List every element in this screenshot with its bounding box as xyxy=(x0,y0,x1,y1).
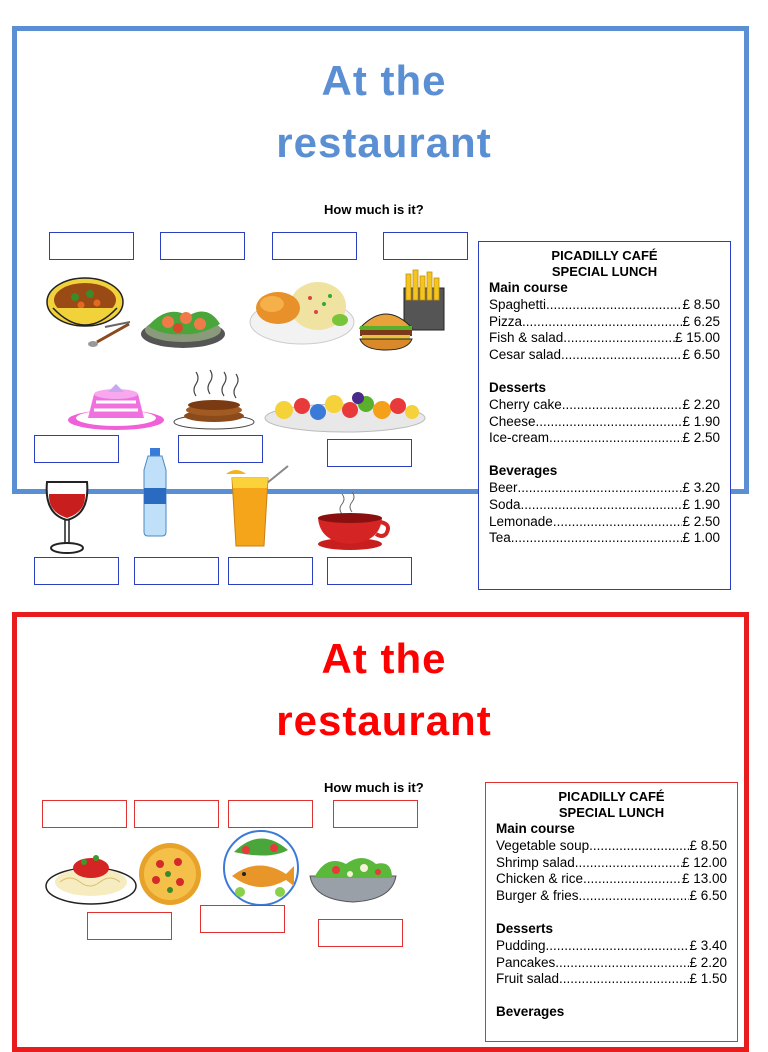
menu-card xyxy=(478,241,731,590)
menu-item: Tea ..... £ 1.00 xyxy=(489,530,720,547)
menu-section-heading: Main course xyxy=(489,280,568,295)
menu-section-heading: Desserts xyxy=(489,379,547,395)
menu-item: Soda ..... £ 1.90 xyxy=(489,497,720,514)
menu-item: Fruit salad ..... £ 1.50 xyxy=(496,971,727,988)
fish-salad-icon xyxy=(220,826,302,906)
menu-item: Shrimp salad ..... £ 12.00 xyxy=(496,855,727,872)
answer-box[interactable] xyxy=(383,232,468,260)
title-line-2: restaurant xyxy=(276,697,492,744)
answer-box[interactable] xyxy=(134,557,219,585)
menu-item: Fish & salad ..... £ 15.00 xyxy=(489,330,720,347)
worksheet-2-title xyxy=(0,628,768,752)
water-bottle-icon xyxy=(138,448,172,538)
menu-section-heading: Beverages xyxy=(496,1004,565,1020)
wine-glass-icon xyxy=(42,478,92,556)
answer-box[interactable] xyxy=(34,435,119,463)
title-line-1: At the xyxy=(321,635,447,682)
question-label: How much is it? xyxy=(324,780,424,795)
menu-item: Ice-cream ..... £ 2.50 xyxy=(489,430,720,447)
menu-item: Pizza ..... £ 6.25 xyxy=(489,314,720,331)
menu-item: Pudding ..... £ 3.40 xyxy=(496,938,727,955)
menu-item: Chicken & rice ..... £ 13.00 xyxy=(496,871,727,888)
pancakes-icon xyxy=(172,368,256,430)
answer-box[interactable] xyxy=(160,232,245,260)
answer-box[interactable] xyxy=(34,557,119,585)
title-line-2: restaurant xyxy=(276,119,492,166)
menu-card xyxy=(485,782,738,1042)
chicken-rice-icon xyxy=(246,270,356,348)
menu-item: Burger & fries ..... £ 6.50 xyxy=(496,888,727,905)
burger-fries-icon xyxy=(358,270,452,352)
answer-box[interactable] xyxy=(228,800,313,828)
worksheet-1-title xyxy=(0,50,768,174)
lemonade-glass-icon xyxy=(222,462,292,550)
menu-item: Cesar salad ..... £ 6.50 xyxy=(489,347,720,364)
menu-section-heading: Beverages xyxy=(489,463,558,479)
answer-box[interactable] xyxy=(42,800,127,828)
spaghetti-icon xyxy=(44,850,138,908)
menu-title: PICADILLY CAFÉ SPECIAL LUNCH xyxy=(558,789,665,820)
answer-box[interactable] xyxy=(200,905,285,933)
menu-item: Cheese ..... £ 1.90 xyxy=(489,414,720,431)
answer-box[interactable] xyxy=(318,919,403,947)
menu-section-heading: Main course xyxy=(496,821,575,836)
menu-item: Spaghetti ..... £ 8.50 xyxy=(489,297,720,314)
answer-box[interactable] xyxy=(87,912,172,940)
fruit-salad-icon xyxy=(262,384,428,434)
menu-item: Vegetable soup ..... £ 8.50 xyxy=(496,838,727,855)
answer-box[interactable] xyxy=(333,800,418,828)
shrimp-salad-icon xyxy=(138,296,228,352)
question-label: How much is it? xyxy=(324,202,424,217)
answer-box[interactable] xyxy=(134,800,219,828)
pizza-icon xyxy=(136,842,204,906)
cesar-salad-icon xyxy=(306,850,400,906)
answer-box[interactable] xyxy=(327,557,412,585)
title-line-1: At the xyxy=(321,57,447,104)
tea-cup-icon xyxy=(312,490,392,552)
menu-item: Beer ..... £ 3.20 xyxy=(489,480,720,497)
menu-section-heading: Desserts xyxy=(496,920,554,936)
pudding-icon xyxy=(66,382,166,432)
menu-title: PICADILLY CAFÉ SPECIAL LUNCH xyxy=(551,248,658,279)
answer-box[interactable] xyxy=(178,435,263,463)
answer-box[interactable] xyxy=(228,557,313,585)
answer-box[interactable] xyxy=(49,232,134,260)
menu-item: Pancakes ..... £ 2.20 xyxy=(496,955,727,972)
menu-item: Lemonade ..... £ 2.50 xyxy=(489,514,720,531)
vegetable-soup-icon xyxy=(45,272,135,352)
answer-box[interactable] xyxy=(272,232,357,260)
answer-box[interactable] xyxy=(327,439,412,467)
menu-item: Cherry cake ..... £ 2.20 xyxy=(489,397,720,414)
